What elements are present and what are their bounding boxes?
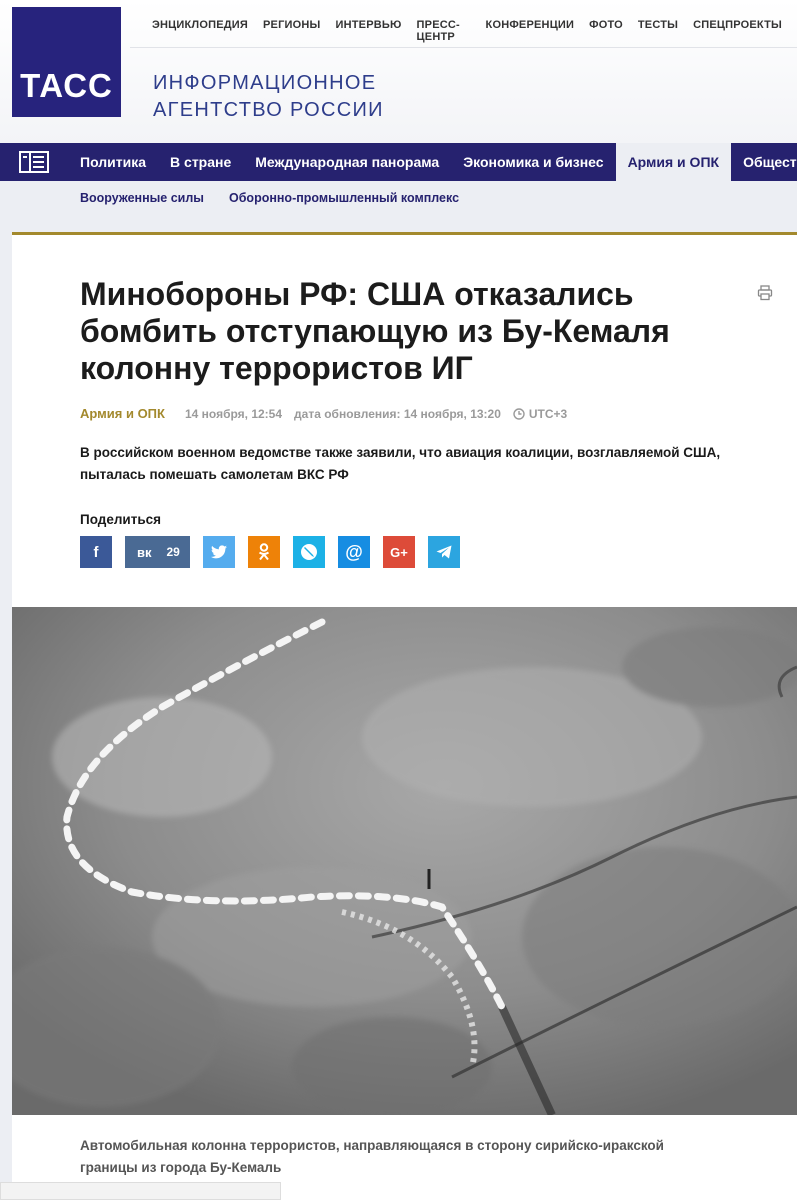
logo-text: ТАСС	[20, 67, 113, 104]
nav-politics[interactable]: Политика	[80, 154, 147, 170]
clock-icon	[513, 408, 525, 420]
telegram-icon	[436, 545, 452, 559]
timezone-label: UTC+3	[528, 406, 568, 421]
tagline	[153, 70, 384, 124]
google-plus-icon: G+	[390, 544, 408, 560]
telegram-share-button[interactable]	[428, 536, 460, 568]
article-lead: В российском военном ведомстве также заявили, что авиация коалиции, возглавляемой США, пыталась помешать самолетам ВКС РФ	[80, 445, 721, 482]
google-plus-share-button[interactable]	[383, 536, 415, 568]
twitter-share-button[interactable]	[203, 536, 235, 568]
top-nav-tests[interactable]: ТЕСТЫ	[637, 19, 679, 31]
subnav-armed-forces[interactable]: Вооруженные силы	[80, 191, 204, 205]
rubric-link[interactable]: Армия и ОПК	[80, 406, 165, 421]
subnav-defense-industry[interactable]: Оборонно-промышленный комплекс	[228, 191, 460, 205]
print-icon[interactable]	[757, 285, 773, 306]
top-nav-press-center[interactable]: ПРЕСС-ЦЕНТР	[416, 19, 460, 43]
top-nav-encyclopedia[interactable]: ЭНЦИКЛОПЕДИЯ	[152, 19, 248, 31]
publish-date: 14 ноября, 12:54	[184, 406, 283, 421]
main-nav	[0, 143, 797, 181]
top-nav	[152, 19, 797, 43]
tagline-line-1: ИНФОРМАЦИОННОЕ	[153, 72, 377, 94]
article-photo	[12, 607, 797, 1115]
top-nav-conferences[interactable]: КОНФЕРЕНЦИИ	[485, 19, 575, 31]
livejournal-icon	[299, 542, 319, 562]
nav-society[interactable]: Общест	[743, 154, 797, 170]
livejournal-share-button[interactable]	[293, 536, 325, 568]
facebook-icon: f	[93, 543, 99, 561]
article-meta	[80, 406, 567, 421]
vk-share-count: 29	[166, 545, 180, 559]
update-date: дата обновления: 14 ноября, 13:20	[294, 406, 501, 421]
aerial-convoy-image	[12, 607, 797, 1115]
vk-icon: вк	[137, 544, 152, 560]
top-nav-special-projects[interactable]: СПЕЦПРОЕКТЫ	[693, 19, 782, 31]
top-nav-photo[interactable]: ФОТО	[589, 19, 623, 31]
share-label: Поделиться	[80, 512, 162, 527]
nav-economy[interactable]: Экономика и бизнес	[463, 154, 604, 170]
sub-nav	[0, 181, 797, 215]
odnoklassniki-icon	[258, 543, 270, 561]
top-nav-interview[interactable]: ИНТЕРВЬЮ	[335, 19, 402, 31]
vk-share-button[interactable]	[125, 536, 190, 568]
newspaper-menu-icon[interactable]	[0, 143, 68, 181]
facebook-share-button[interactable]	[80, 536, 112, 568]
article-title: Минобороны РФ: США отказались бомбить отступающую из Бу-Кемаля колонну террористов ИГ	[80, 276, 670, 386]
nav-country[interactable]: В стране	[170, 154, 232, 170]
top-nav-regions[interactable]: РЕГИОНЫ	[263, 19, 321, 31]
tagline-line-2: АГЕНТСТВО РОССИИ	[153, 99, 384, 121]
share-buttons	[80, 536, 473, 568]
nav-army-active[interactable]: Армия и ОПК	[616, 143, 732, 181]
timezone	[513, 407, 567, 421]
mail-share-button[interactable]	[338, 536, 370, 568]
bottom-bar	[0, 1182, 281, 1200]
article	[12, 232, 797, 1200]
odnoklassniki-share-button[interactable]	[248, 536, 280, 568]
photo-caption: Автомобильная колонна террористов, направляющаяся в сторону сирийско-иракской границы из города Бу-Кемаль	[80, 1138, 664, 1175]
twitter-icon	[211, 545, 227, 559]
site-header	[0, 0, 797, 143]
tass-logo[interactable]	[12, 7, 121, 117]
mail-icon: @	[345, 541, 363, 562]
nav-international[interactable]: Международная панорама	[255, 154, 440, 170]
header-divider	[130, 47, 797, 48]
